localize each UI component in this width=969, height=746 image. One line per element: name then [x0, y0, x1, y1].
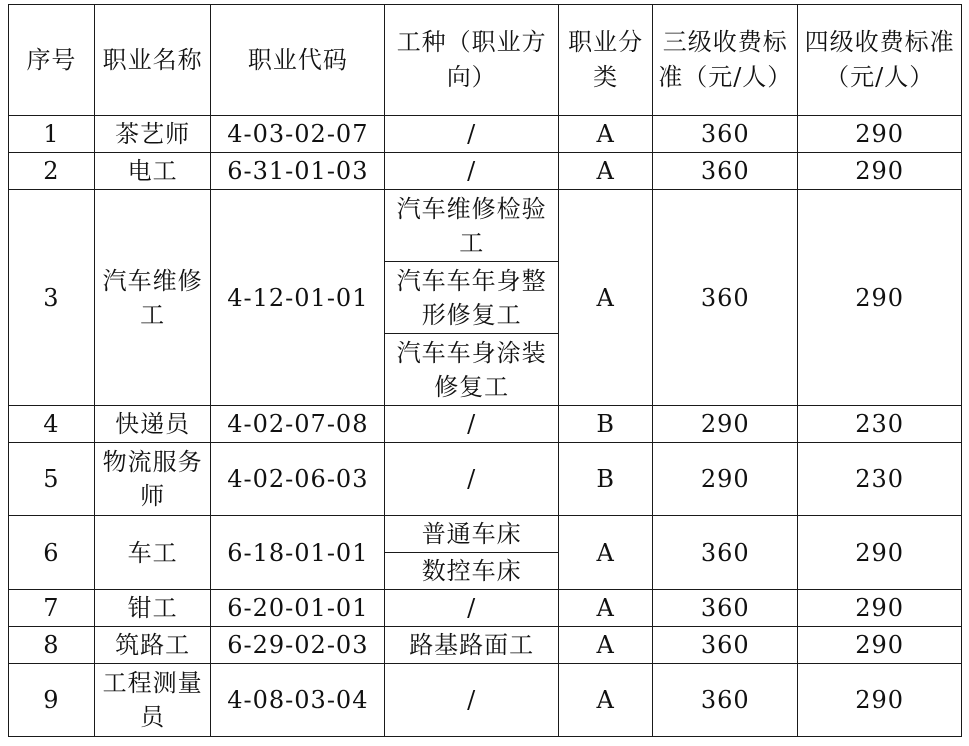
cell-type: / [385, 664, 559, 737]
cell-level3-fee: 360 [653, 627, 798, 664]
cell-code: 6-29-02-03 [211, 627, 385, 664]
table-row [9, 190, 962, 262]
cell-category: A [559, 190, 653, 406]
table-row [9, 153, 962, 190]
cell-category: A [559, 116, 653, 153]
table-row [9, 443, 962, 516]
cell-no: 7 [9, 590, 95, 627]
cell-type: 路基路面工 [385, 627, 559, 664]
cell-category: B [559, 406, 653, 443]
cell-name: 汽车维修工 [94, 190, 211, 406]
header-code: 职业代码 [211, 5, 385, 116]
cell-name: 钳工 [94, 590, 211, 627]
cell-level3-fee: 360 [653, 590, 798, 627]
cell-code: 4-02-06-03 [211, 443, 385, 516]
table-row [9, 116, 962, 153]
cell-no: 3 [9, 190, 95, 406]
cell-name: 电工 [94, 153, 211, 190]
cell-no: 2 [9, 153, 95, 190]
cell-type: / [385, 443, 559, 516]
cell-category: A [559, 516, 653, 590]
cell-type: 汽车车身涂装修复工 [385, 334, 559, 406]
cell-category: A [559, 153, 653, 190]
cell-level3-fee: 360 [653, 116, 798, 153]
header-no: 序号 [9, 5, 95, 116]
table-row [9, 406, 962, 443]
table-header [9, 5, 962, 116]
cell-level3-fee: 360 [653, 153, 798, 190]
cell-level4-fee: 290 [798, 116, 962, 153]
cell-level3-fee: 360 [653, 664, 798, 737]
cell-level3-fee: 290 [653, 443, 798, 516]
cell-no: 1 [9, 116, 95, 153]
cell-level3-fee: 360 [653, 190, 798, 406]
cell-level4-fee: 290 [798, 516, 962, 590]
cell-type: / [385, 153, 559, 190]
cell-type: / [385, 116, 559, 153]
cell-code: 6-31-01-03 [211, 153, 385, 190]
header-category: 职业分类 [559, 5, 653, 116]
cell-type: 数控车床 [385, 553, 559, 590]
cell-no: 6 [9, 516, 95, 590]
cell-name: 工程测量员 [94, 664, 211, 737]
cell-type: / [385, 590, 559, 627]
cell-level4-fee: 230 [798, 443, 962, 516]
cell-level3-fee: 290 [653, 406, 798, 443]
cell-level4-fee: 290 [798, 153, 962, 190]
cell-type: 汽车车年身整形修复工 [385, 262, 559, 334]
cell-category: B [559, 443, 653, 516]
table-row [9, 627, 962, 664]
fee-standard-table [8, 4, 962, 737]
cell-name: 筑路工 [94, 627, 211, 664]
header-level3-fee: 三级收费标准（元/人） [653, 5, 798, 116]
cell-category: A [559, 590, 653, 627]
header-name: 职业名称 [94, 5, 211, 116]
cell-code: 4-02-07-08 [211, 406, 385, 443]
cell-level4-fee: 290 [798, 664, 962, 737]
cell-level3-fee: 360 [653, 516, 798, 590]
cell-name: 物流服务师 [94, 443, 211, 516]
cell-name: 茶艺师 [94, 116, 211, 153]
cell-no: 8 [9, 627, 95, 664]
cell-no: 4 [9, 406, 95, 443]
cell-no: 9 [9, 664, 95, 737]
header-level4-fee: 四级收费标准（元/人） [798, 5, 962, 116]
cell-code: 4-12-01-01 [211, 190, 385, 406]
cell-name: 快递员 [94, 406, 211, 443]
cell-code: 4-03-02-07 [211, 116, 385, 153]
cell-code: 6-18-01-01 [211, 516, 385, 590]
table-row [9, 664, 962, 737]
cell-name: 车工 [94, 516, 211, 590]
table-row [9, 590, 962, 627]
cell-category: A [559, 627, 653, 664]
table-body [9, 116, 962, 737]
cell-level4-fee: 290 [798, 627, 962, 664]
cell-code: 4-08-03-04 [211, 664, 385, 737]
cell-type: 普通车床 [385, 516, 559, 553]
header-type: 工种（职业方向） [385, 5, 559, 116]
cell-type: 汽车维修检验工 [385, 190, 559, 262]
header-row [9, 5, 962, 116]
cell-code: 6-20-01-01 [211, 590, 385, 627]
cell-level4-fee: 290 [798, 190, 962, 406]
cell-category: A [559, 664, 653, 737]
table-row [9, 516, 962, 553]
cell-type: / [385, 406, 559, 443]
cell-level4-fee: 230 [798, 406, 962, 443]
cell-no: 5 [9, 443, 95, 516]
cell-level4-fee: 290 [798, 590, 962, 627]
